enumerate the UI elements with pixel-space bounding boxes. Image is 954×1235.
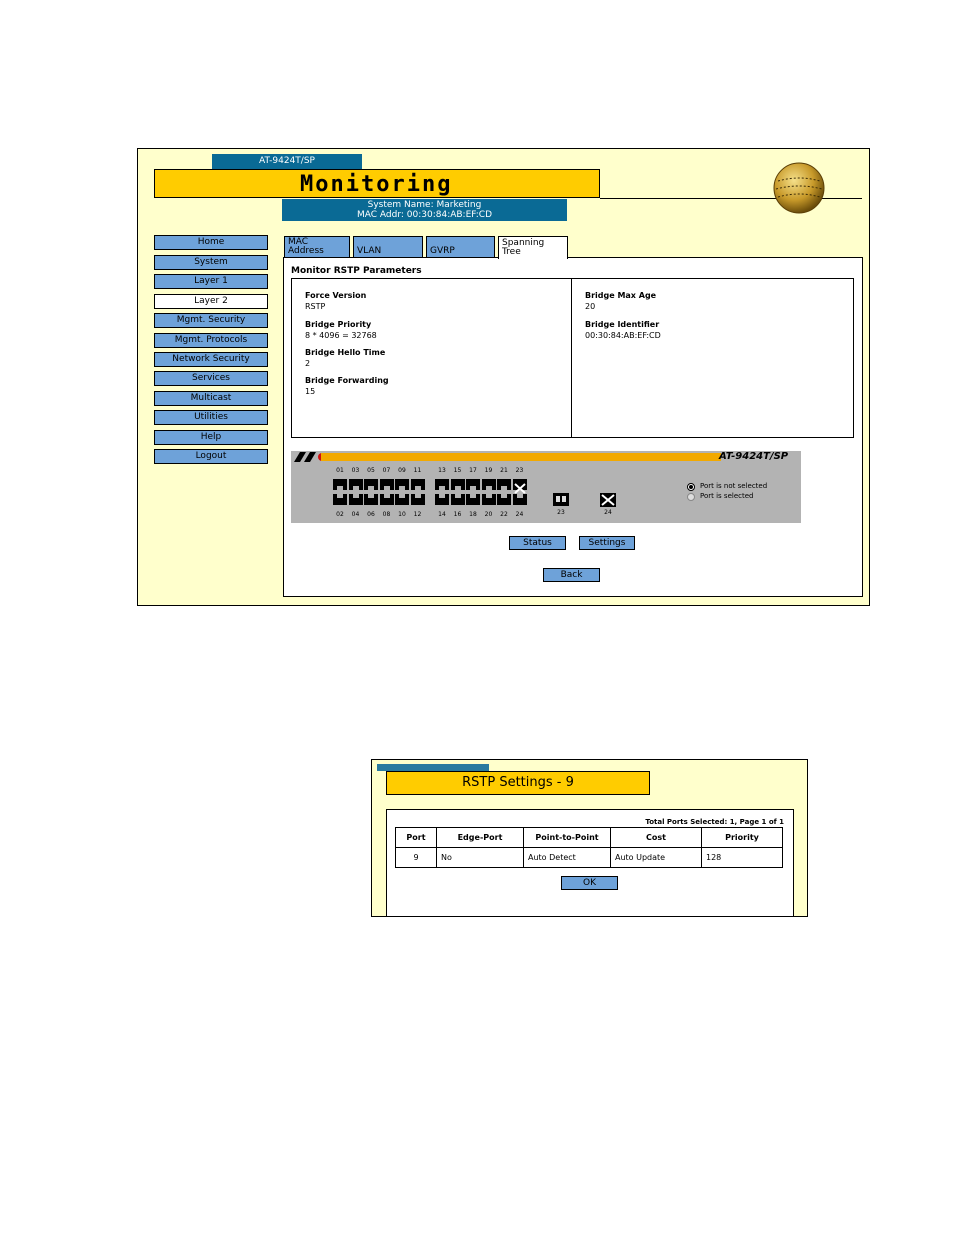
port-label-bottom: 08 [382,511,391,518]
nav-network-security[interactable]: Network Security [154,352,268,367]
sfp-label-24: 24 [604,509,612,516]
rstp-settings-window [371,759,808,917]
system-name: System Name: Marketing [367,200,482,210]
port[interactable] [364,479,378,490]
port[interactable] [380,494,394,505]
port-label-bottom: 20 [484,511,493,518]
cell-priority: 128 [702,848,783,868]
port-notch [399,486,405,490]
nav-logout[interactable]: Logout [154,449,268,464]
port-label-top: 09 [398,467,406,474]
model-tab: AT-9424T/SP [212,154,362,169]
hello-time-label: Bridge Hello Time [305,348,386,357]
settings-button[interactable]: Settings [579,536,635,550]
port-label-top: 11 [413,467,422,474]
tab-vlan[interactable]: VLAN [353,236,423,258]
ok-button[interactable]: OK [561,876,618,890]
port-label-bottom: 02 [336,511,344,518]
port-notch [439,494,445,498]
port[interactable] [466,494,480,505]
port[interactable] [435,494,449,505]
rstp-parameters [291,278,854,438]
port[interactable] [411,494,425,505]
mac-address: MAC Addr: 00:30:84:AB:EF:CD [357,210,492,220]
port[interactable] [435,479,449,490]
port-label-top: 07 [382,467,391,474]
rstp-settings-table [395,827,783,868]
port[interactable] [466,479,480,490]
bridge-identifier-label: Bridge Identifier [585,320,660,329]
forwarding-label: Bridge Forwarding [305,376,389,385]
port-notch [368,486,374,490]
port-notch [399,494,405,498]
port-label-bottom: 14 [438,511,446,518]
section-title: Monitor RSTP Parameters [291,266,422,276]
port-label-bottom: 12 [413,511,422,518]
port-label-bottom: 16 [453,511,462,518]
legend-selected: Port is selected [700,492,754,500]
port[interactable] [364,494,378,505]
port-label-top: 21 [500,467,508,474]
port-notch [517,494,523,498]
back-button[interactable]: Back [543,568,600,582]
port-notch [353,486,359,490]
port-notch [470,486,476,490]
legend-selected-radio-icon [687,493,695,501]
port-label-top: 03 [351,467,360,474]
tab-mac-address[interactable]: MAC Address [284,236,350,258]
nav-home[interactable]: Home [154,235,268,250]
port[interactable] [451,479,465,490]
switch-front-panel [291,451,801,523]
page-title: Monitoring [300,172,453,197]
port-label-bottom: 22 [500,511,508,518]
port-notch [337,486,343,490]
force-version-label: Force Version [305,291,367,300]
bridge-priority-value: 8 * 4096 = 32768 [305,331,377,340]
port[interactable] [333,494,347,505]
sfp-slot [556,496,560,502]
column-edge-port: Edge-Port [437,828,524,848]
params-divider [571,279,572,437]
cell-port: 9 [396,848,437,868]
port-label-top: 17 [469,467,477,474]
port-label-top: 05 [367,467,375,474]
column-cost: Cost [611,828,702,848]
selection-summary: Total Ports Selected: 1, Page 1 of 1 [645,818,784,826]
bridge-identifier-value: 00:30:84:AB:EF:CD [585,331,661,340]
port-notch [353,494,359,498]
port-notch [337,494,343,498]
content-panel [283,257,863,597]
globe-logo-icon [772,161,826,215]
sfp-slot [562,496,566,502]
column-port: Port [396,828,437,848]
status-button[interactable]: Status [509,536,566,550]
port-notch [368,494,374,498]
port[interactable] [349,494,363,505]
system-info [282,199,567,221]
port-label-top: 19 [484,467,493,474]
port-notch [384,486,390,490]
hello-time-value: 2 [305,359,311,368]
nav-help[interactable]: Help [154,430,268,445]
column-point-to-point: Point-to-Point [524,828,611,848]
port[interactable] [380,479,394,490]
rstp-settings-title: RSTP Settings - 9 [386,771,650,795]
nav-system[interactable]: System [154,255,268,270]
cell-edge-port: No [437,848,524,868]
port-label-top: 23 [515,467,524,474]
port[interactable] [497,479,511,490]
column-priority: Priority [702,828,783,848]
port-label-top: 13 [438,467,446,474]
port[interactable] [451,494,465,505]
force-version-value: RSTP [305,302,326,311]
bridge-priority-label: Bridge Priority [305,320,372,329]
forwarding-value: 15 [305,387,316,396]
tab-spanning-tree[interactable]: Spanning Tree [498,236,568,259]
max-age-label: Bridge Max Age [585,291,657,300]
port-notch [501,494,507,498]
port[interactable] [395,494,409,505]
nav-utilities[interactable]: Utilities [154,410,268,425]
port-notch [501,486,507,490]
port-label-top: 01 [336,467,344,474]
legend-not-selected: Port is not selected [700,482,768,490]
nav-mgmt-protocols[interactable]: Mgmt. Protocols [154,333,268,348]
port[interactable] [482,479,496,490]
sfp-port-23[interactable] [553,493,569,506]
nav-multicast[interactable]: Multicast [154,391,268,406]
port-notch [415,494,421,498]
nav-layer-2[interactable]: Layer 2 [154,294,268,309]
table-row[interactable] [396,848,783,868]
port-label-top: 15 [453,467,462,474]
port-notch [455,486,461,490]
port-disabled-icon[interactable] [513,479,527,490]
port[interactable] [333,479,347,490]
cell-cost: Auto Update [611,848,702,868]
rstp-settings-panel [386,809,794,917]
port[interactable] [395,479,409,490]
port-notch [439,486,445,490]
sfp-label-23: 23 [557,509,565,516]
port-label-bottom: 06 [367,511,375,518]
port[interactable] [411,479,425,490]
port-notch [470,494,476,498]
port[interactable] [482,494,496,505]
tab-gvrp[interactable]: GVRP [426,236,495,258]
port-notch [455,494,461,498]
port-label-bottom: 10 [398,511,406,518]
max-age-value: 20 [585,302,596,311]
nav-layer-1[interactable]: Layer 1 [154,274,268,289]
port[interactable] [513,494,527,505]
port-label-bottom: 04 [351,511,360,518]
sfp-port-24-disabled-icon[interactable] [600,493,616,507]
nav-services[interactable]: Services [154,371,268,386]
port[interactable] [497,494,511,505]
port-notch [415,486,421,490]
cell-point-to-point: Auto Detect [524,848,611,868]
port-notch [486,486,492,490]
port-notch [384,494,390,498]
nav-mgmt-security[interactable]: Mgmt. Security [154,313,268,328]
window-tab [377,764,489,771]
legend-not-selected-radio-icon [687,483,695,491]
table-header-row [396,828,783,848]
title-banner [154,169,600,198]
port-label-bottom: 18 [469,511,477,518]
port-label-bottom: 24 [515,511,524,518]
port-notch [486,494,492,498]
monitoring-window [137,148,870,606]
port[interactable] [349,479,363,490]
panel-model: AT-9424T/SP [719,451,789,462]
